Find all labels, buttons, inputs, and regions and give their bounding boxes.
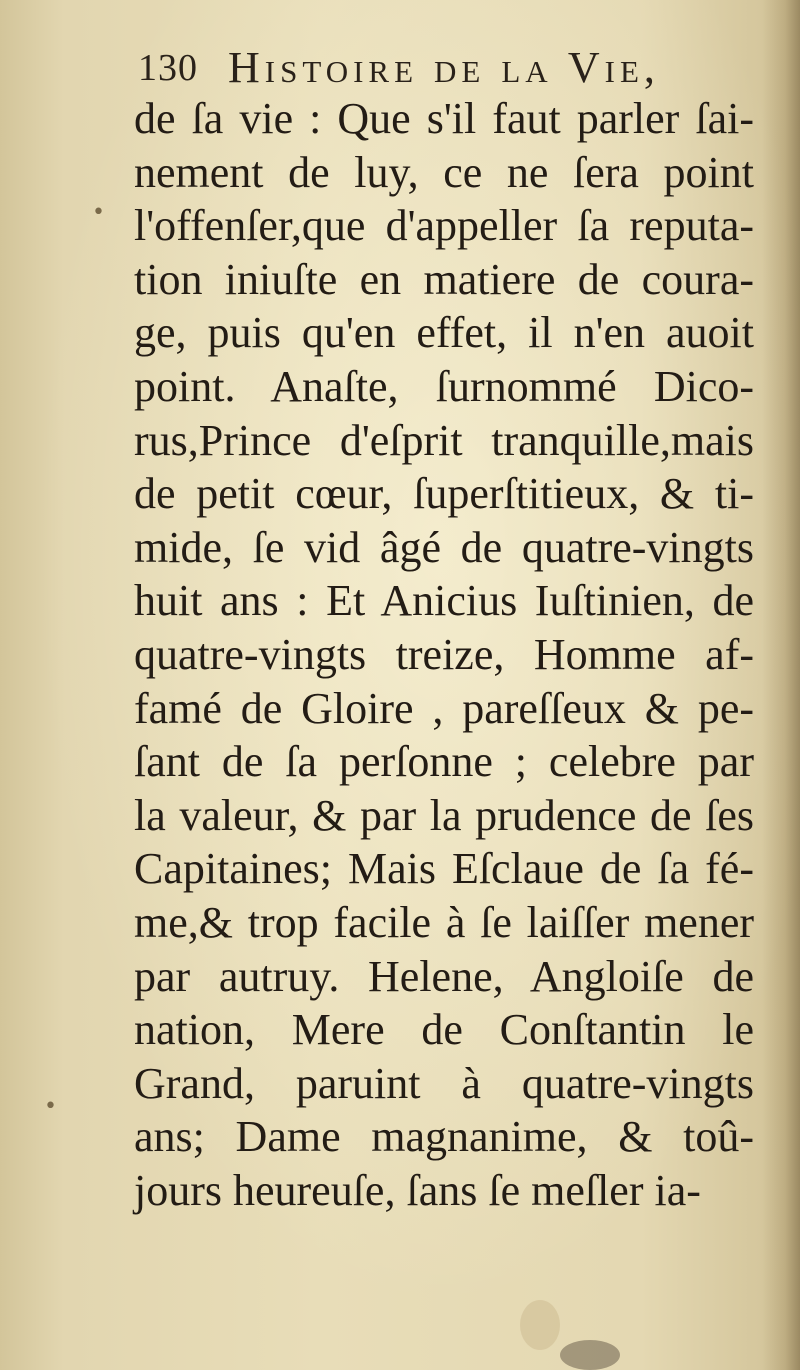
text-line: me,& trop facile à ſe laiſſer mener [134,897,754,947]
paper-stain [560,1340,620,1370]
text-line: point. Anaſte, ſurnommé Dico- [134,361,754,411]
text-line: de ſa vie : Que s'il faut parler ſai- [134,94,754,143]
page-number: 130 [138,47,198,89]
text-line: tion iniuſte en matiere de coura- [134,254,754,304]
text-line: nement de luy, ce ne ſera point [134,147,754,197]
text-line: quatre-vingts treize, Homme af- [134,629,754,679]
running-head: Histoire de la Vie, [228,43,660,92]
text-line: huit ans : Et Anicius Iuſtinien, de [134,576,754,626]
text-line: par autruy. Helene, Angloiſe de [134,951,754,1001]
text-line: famé de Gloire , pareſſeux & pe- [134,683,754,733]
page-header [138,40,738,98]
text-line: ans; Dame magnanime, & toû- [134,1112,754,1162]
text-line: Grand, paruint à quatre-vingts [134,1058,754,1108]
text-line: la valeur, & par la prudence de ſes [134,790,754,840]
text-line: jours heureuſe, ſans ſe meſler ia- [134,1165,701,1215]
text-line: de petit cœur, ſuperſtitieux, & ti- [134,469,754,519]
margin-marks [0,0,130,1370]
text-line: ſant de ſa perſonne ; celebre par [134,737,754,787]
margin-dot: • [92,200,105,225]
text-line: Capitaines; Mais Eſclaue de ſa fé- [134,844,754,894]
text-line: l'offenſer,que d'appeller ſa reputa- [134,201,754,251]
margin-dot: • [44,1094,57,1119]
text-line: nation, Mere de Conſtantin le [134,1005,754,1055]
text-line: rus,Prince d'eſprit tranquille,mais [134,415,754,465]
body-text [134,92,754,1217]
text-line: ge, puis qu'en effet, il n'en auoit [134,308,754,358]
paper-stain [520,1300,560,1350]
gutter-shadow [762,0,800,1370]
text-line: mide, ſe vid âgé de quatre-vingts [134,522,754,572]
